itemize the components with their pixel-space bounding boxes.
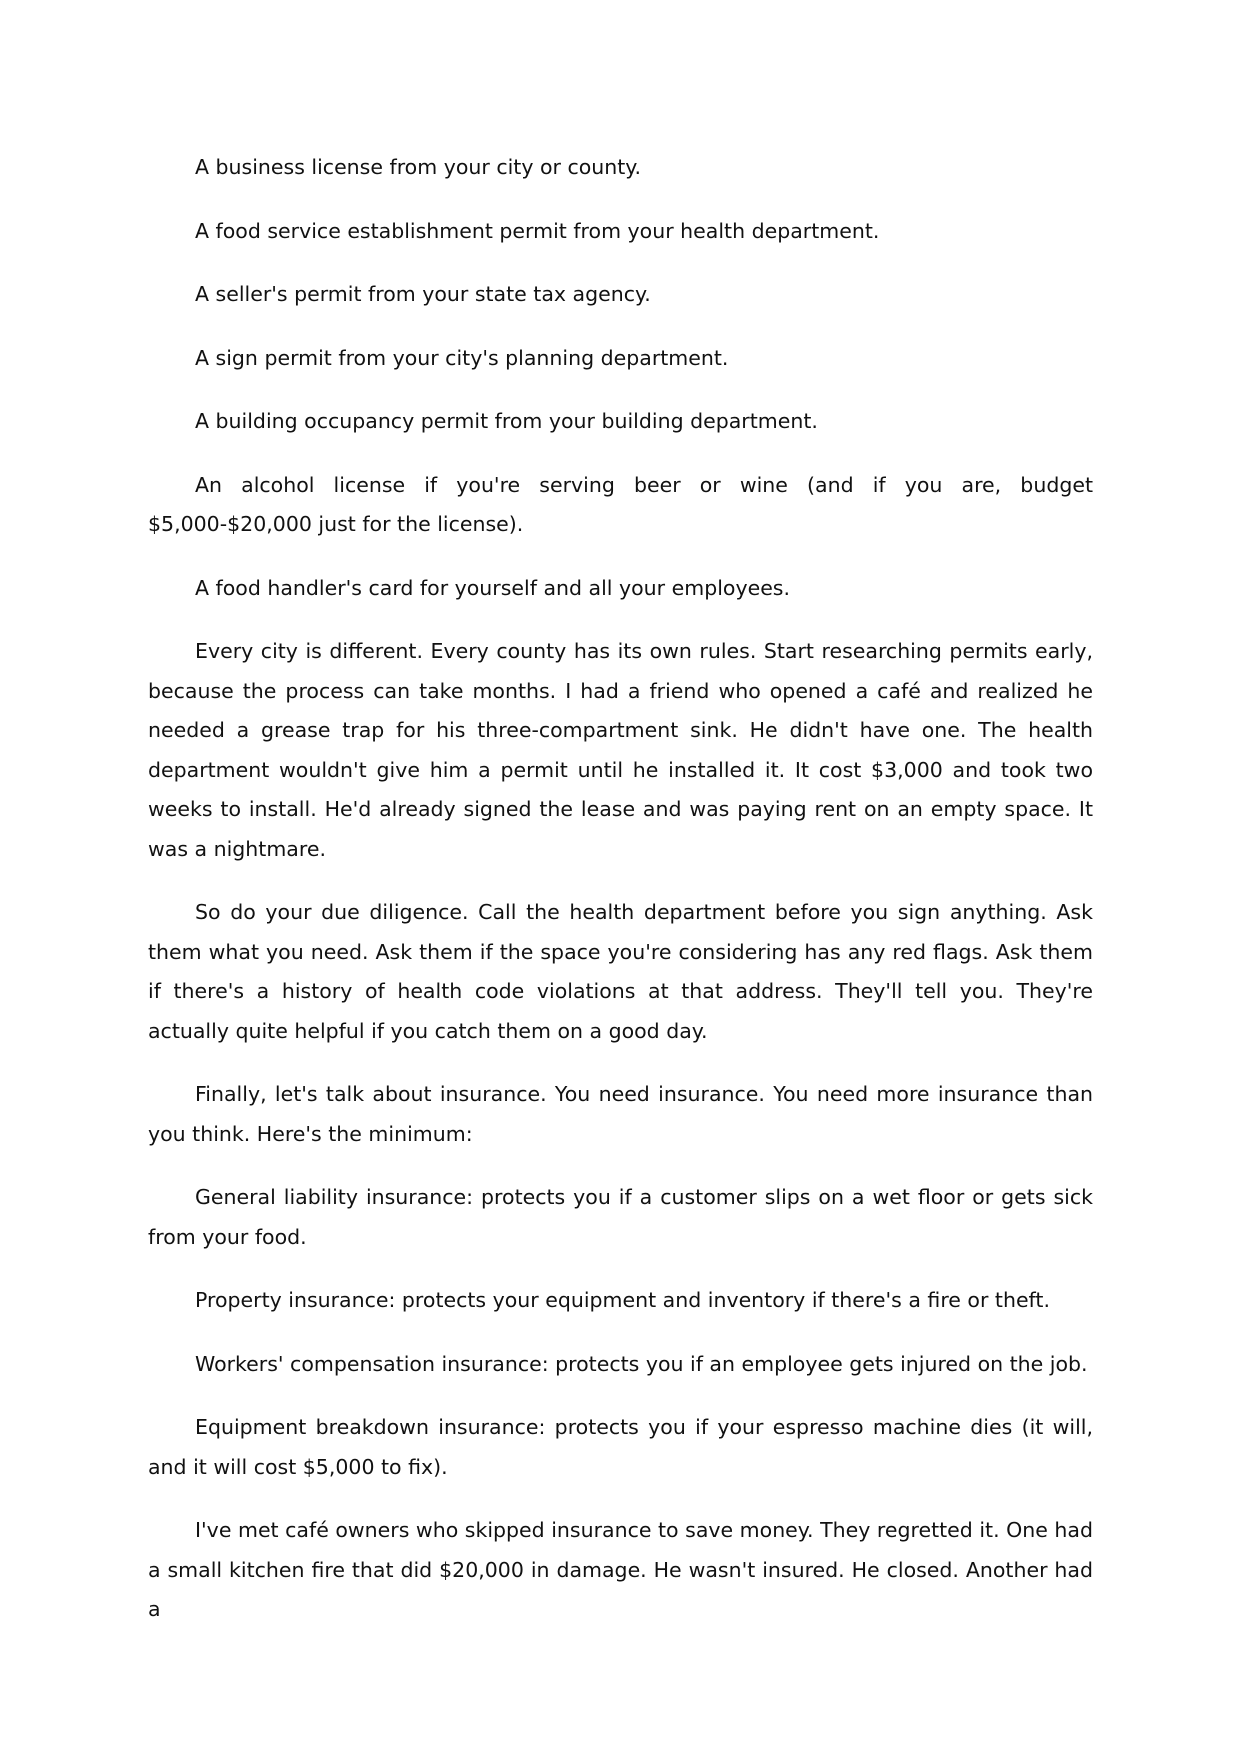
paragraph-workers-compensation: Workers' compensation insurance: protects you if an employee gets injured on the job. [195, 1351, 1088, 1376]
paragraph-food-handlers-card: A food handler's card for yourself and all your employees. [195, 575, 791, 600]
paragraph-insurance-intro: Finally, let's talk about insurance. You need insurance. You need more insurance than you think. Here's the minimum: [148, 1082, 1093, 1146]
paragraph-food-service-permit: A food service establishment permit from your health department. [195, 218, 880, 243]
document-body [148, 148, 1093, 1630]
paragraph-city-rules: Every city is different. Every county has its own rules. Start researching permits early, because the process can take months. I had a friend who opened a café and realized he needed a grease trap for his three-compartment sink. He didn't have one. The health department wouldn't give him a permit until he installed it. It cost $3,000 and took two weeks to install. He'd already signed the lease and was paying rent on an empty space. It was a nightmare. [148, 639, 1093, 861]
paragraph-due-diligence: So do your due diligence. Call the health department before you sign anything. Ask them what you need. Ask them if the space you're considering has any red flags. Ask them if there's a history of health code violations at that address. They'll tell you. They're actually quite helpful if you catch them on a good day. [148, 900, 1093, 1043]
paragraph-general-liability: General liability insurance: protects you if a customer slips on a wet floor or gets sick from your food. [148, 1185, 1093, 1249]
paragraph-occupancy-permit: A building occupancy permit from your building department. [195, 409, 818, 433]
paragraph-skipped-insurance: I've met café owners who skipped insurance to save money. They regretted it. One had a small kitchen fire that did $20,000 in damage. He wasn't insured. He closed. Another had a [148, 1518, 1093, 1621]
paragraph-sign-permit: A sign permit from your city's planning department. [195, 345, 729, 370]
paragraph-sellers-permit: A seller's permit from your state tax agency. [195, 282, 651, 306]
paragraph-equipment-breakdown: Equipment breakdown insurance: protects you if your espresso machine dies (it will, and it will cost $5,000 to fix). [148, 1415, 1093, 1479]
paragraph-business-license: A business license from your city or county. [195, 155, 642, 179]
paragraph-property-insurance: Property insurance: protects your equipment and inventory if there's a fire or theft. [195, 1288, 1050, 1312]
paragraph-alcohol-license: An alcohol license if you're serving beer or wine (and if you are, budget $5,000-$20,000 just for the license). [148, 472, 1093, 536]
